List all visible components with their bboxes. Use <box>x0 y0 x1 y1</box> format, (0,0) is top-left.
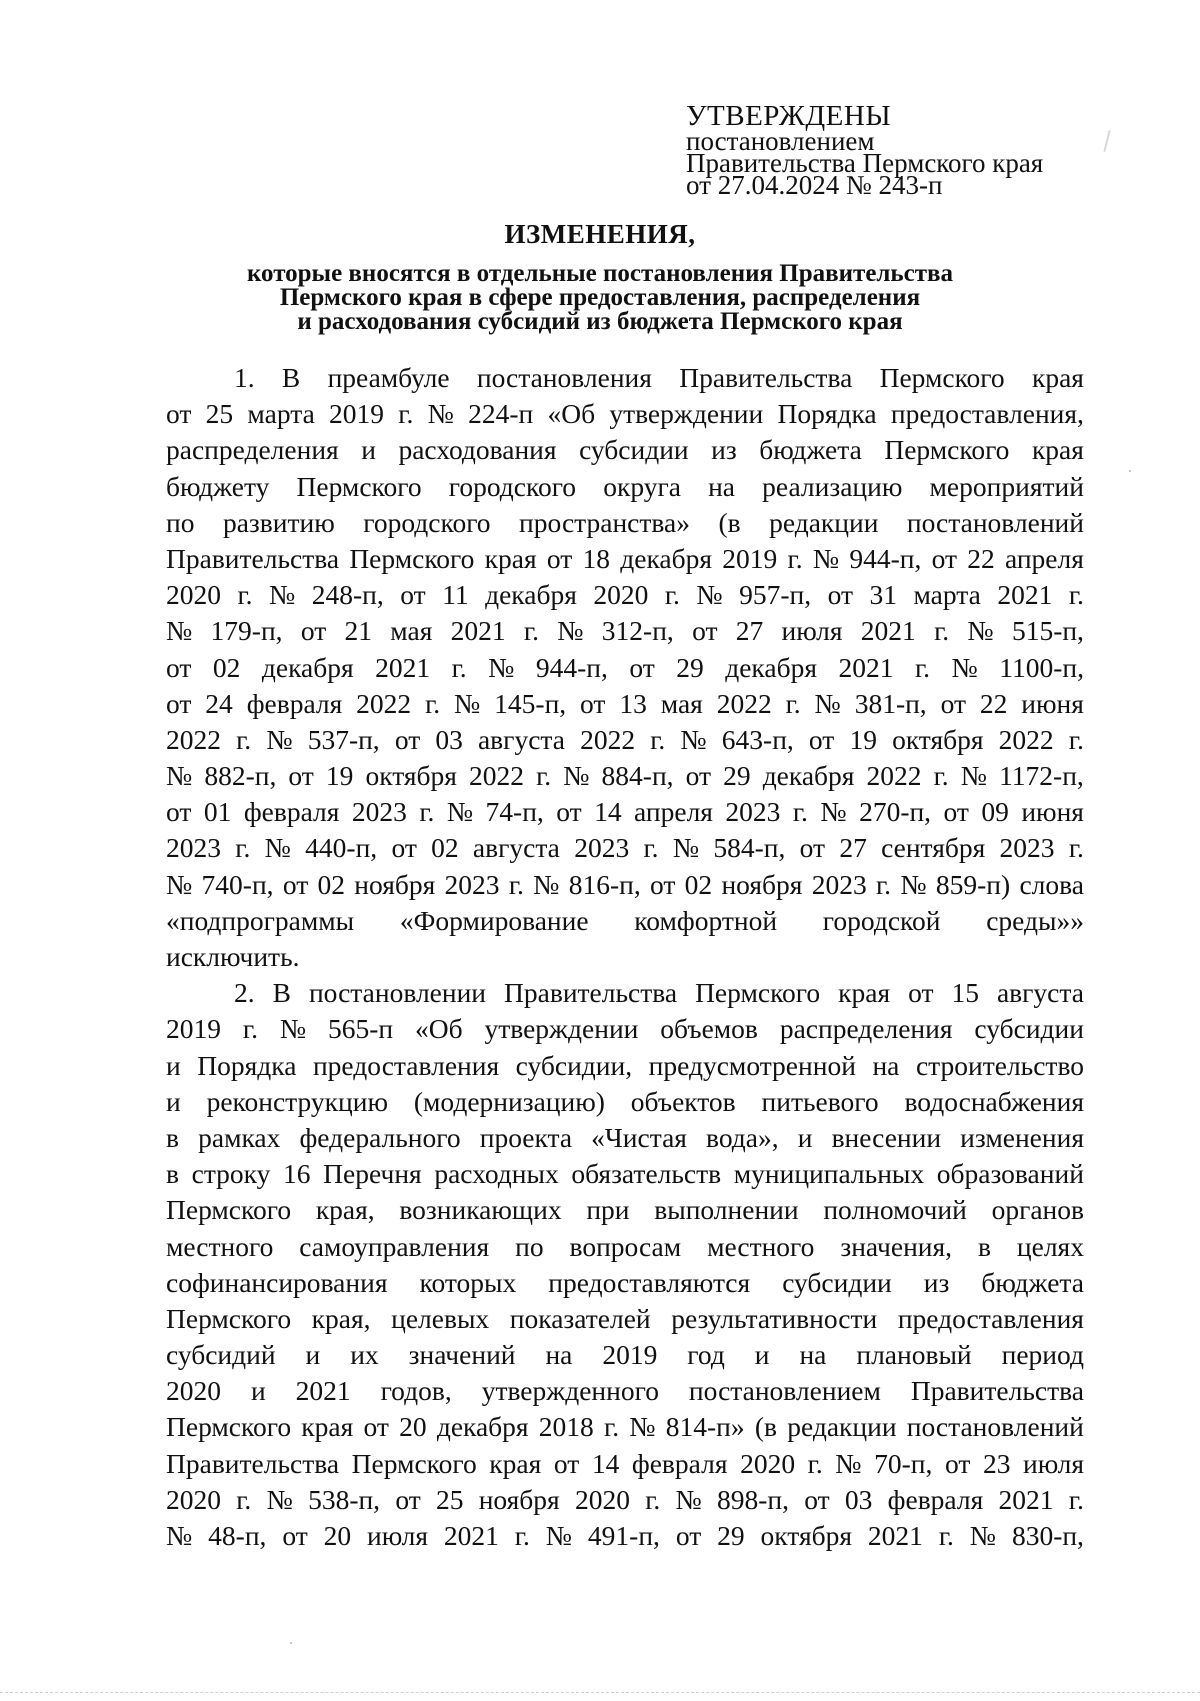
scan-speck <box>1129 470 1131 472</box>
text-line: в строку 16 Перечня расходных обязательств муниципальных образований <box>166 1158 1084 1190</box>
scan-speck <box>290 1642 292 1644</box>
text-line: от 25 марта 2019 г. № 224-п «Об утверждении Порядка предоставления, <box>166 398 1084 430</box>
text-line: от 24 февраля 2022 г. № 145-п, от 13 мая 2022 г. № 381-п, от 22 июня <box>166 687 1084 719</box>
text-line: 2020 и 2021 годов, утвержденного постановлением Правительства <box>166 1375 1084 1407</box>
text-line: 2020 г. № 538-п, от 25 ноября 2020 г. № 898-п, от 03 февраля 2021 г. <box>166 1483 1084 1515</box>
text-line: Правительства Пермского края от 18 декабря 2019 г. № 944-п, от 22 апреля <box>166 542 1084 574</box>
text-line: 2. В постановлении Правительства Пермского края от 15 августа <box>234 977 1084 1009</box>
text-line: от 02 декабря 2021 г. № 944-п, от 29 декабря 2021 г. № 1100-п, <box>166 651 1084 683</box>
text-line: в рамках федерального проекта «Чистая вода», и внесении изменения <box>166 1121 1084 1153</box>
text-line: и реконструкцию (модернизацию) объектов питьевого водоснабжения <box>166 1085 1084 1117</box>
subtitle-line: Пермского края в сфере предоставления, распределения <box>279 284 921 311</box>
text-line: 2023 г. № 440-п, от 02 августа 2023 г. № 584-п, от 27 сентября 2023 г. <box>166 832 1084 864</box>
text-line: Правительства Пермского края от 14 февраля 2020 г. № 70-п, от 23 июля <box>166 1447 1084 1479</box>
text-line: и Порядка предоставления субсидии, предусмотренной на строительство <box>166 1049 1084 1081</box>
text-line: по развитию городского пространства» (в редакции постановлений <box>166 506 1084 538</box>
text-line: бюджету Пермского городского округа на реализацию мероприятий <box>166 470 1084 502</box>
approval-line: Правительства Пермского края <box>686 148 1044 178</box>
document-title: ИЗМЕНЕНИЯ, <box>504 219 696 249</box>
text-line: исключить. <box>166 941 300 972</box>
text-line: № 48-п, от 20 июля 2021 г. № 491-п, от 29 октября 2021 г. № 830-п, <box>166 1520 1084 1551</box>
document-body <box>166 360 1084 1554</box>
text-line: Пермского края, целевых показателей результативности предоставления <box>166 1302 1084 1334</box>
approval-block <box>686 100 1044 200</box>
text-line: 2022 г. № 537-п, от 03 августа 2022 г. № 643-п, от 19 октября 2022 г. <box>166 723 1084 755</box>
text-line: 2020 г. № 248-п, от 11 декабря 2020 г. № 957-п, от 31 марта 2021 г. <box>166 579 1084 611</box>
text-line: № 882-п, от 19 октября 2022 г. № 884-п, от 29 декабря 2022 г. № 1172-п, <box>166 760 1084 792</box>
text-line: Пермского края, возникающих при выполнении полномочий органов <box>166 1194 1084 1226</box>
text-line: Пермского края от 20 декабря 2018 г. № 814-п» (в редакции постановлений <box>166 1411 1084 1443</box>
text-line: 1. В преамбуле постановления Правительства Пермского края <box>234 362 1084 393</box>
document-subtitle <box>0 262 1200 334</box>
scan-edge <box>0 1691 1200 1693</box>
paragraph-1 <box>166 360 1084 975</box>
text-line: от 01 февраля 2023 г. № 74-п, от 14 апреля 2023 г. № 270-п, от 09 июня <box>166 796 1084 828</box>
text-line: № 179-п, от 21 мая 2021 г. № 312-п, от 27 июля 2021 г. № 515-п, <box>166 615 1084 647</box>
text-line: софинансирования которых предоставляются субсидии из бюджета <box>166 1266 1084 1298</box>
text-line: местного самоуправления по вопросам местного значения, в целях <box>166 1230 1084 1262</box>
text-line: распределения и расходования субсидии из бюджета Пермского края <box>166 434 1084 466</box>
text-line: субсидий и их значений на 2019 год и на плановый период <box>166 1339 1084 1371</box>
approval-line: постановлением <box>686 126 875 156</box>
text-line: 2019 г. № 565-п «Об утверждении объемов распределения субсидии <box>166 1013 1084 1045</box>
subtitle-line: которые вносятся в отдельные постановления Правительства <box>246 260 954 287</box>
text-line: № 740-п, от 02 ноября 2023 г. № 816-п, от 02 ноября 2023 г. № 859-п) слова <box>166 868 1084 900</box>
scan-mark <box>1103 130 1110 152</box>
subtitle-line: и расходования субсидий из бюджета Пермского края <box>297 308 903 335</box>
text-line: «подпрограммы «Формирование комфортной городской среды»» <box>166 904 1084 936</box>
approval-date-number: от 27.04.2024 № 243-п <box>686 170 943 200</box>
approval-heading: УТВЕРЖДЕНЫ <box>686 100 892 132</box>
paragraph-2 <box>166 975 1084 1554</box>
